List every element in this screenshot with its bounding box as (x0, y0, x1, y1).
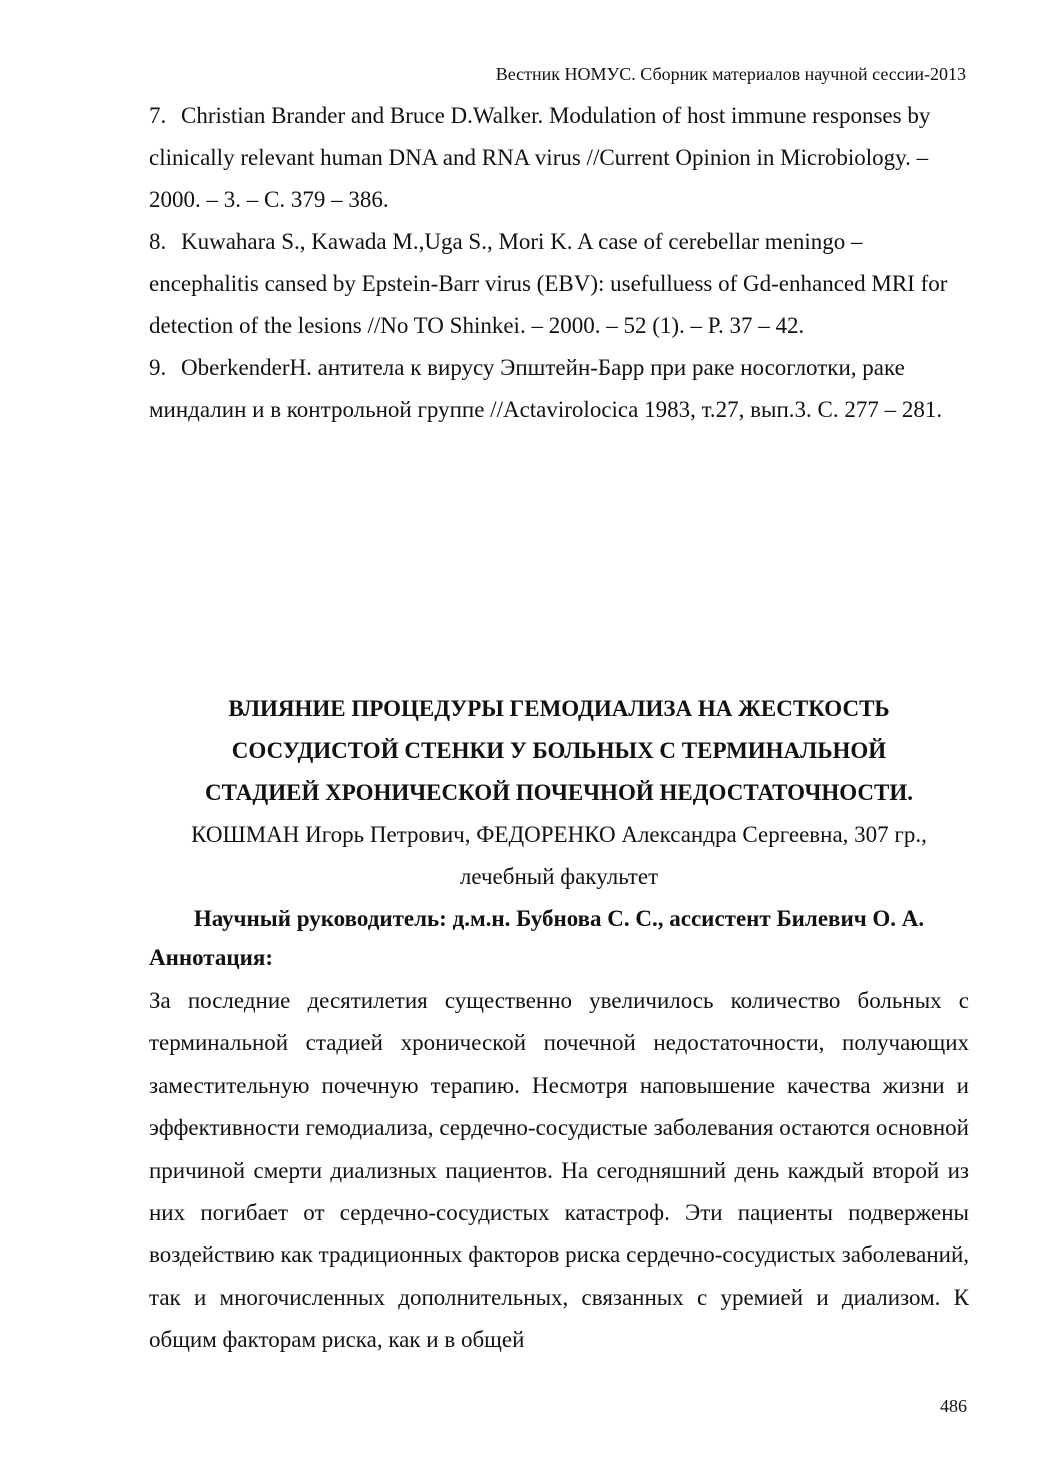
annotation-text: За последние десятилетия существенно увеличилось количество больных с терминальной стадией хронической почечной недостаточности, получающих заместительную почечную терапию. Несмотря наповышение качества жизни и эффективности гемодиализа, сердечно-сосудистые заболевания остаются основной причиной смерти диализных пациентов. На сегодняшний день каждый второй из них погибает от сердечно-сосудистых катастроф. Эти пациенты подвержены воздействию как традиционных факторов риска сердечно-сосудистых заболеваний, так и многочисленных дополнительных, связанных с уремией и диализом. К общим факторам риска, как и в общей (149, 988, 969, 1353)
article-title-line: ВЛИЯНИЕ ПРОЦЕДУРЫ ГЕМОДИАЛИЗА НА ЖЕСТКОСТЬ (228, 696, 890, 721)
annotation-heading: Аннотация: (149, 945, 273, 970)
article-title-line: СОСУДИСТОЙ СТЕНКИ У БОЛЬНЫХ С ТЕРМИНАЛЬНОЙ (231, 738, 887, 763)
reference-number: 8. (149, 229, 167, 254)
reference-item (149, 95, 969, 221)
reference-item (149, 221, 969, 347)
reference-item (149, 347, 969, 431)
article-authors: КОШМАН Игорь Петрович, ФЕДОРЕНКО Александра Сергеевна, 307 гр., лечебный факультет (191, 822, 927, 889)
reference-text: Christian Brander and Bruce D.Walker. Modulation of host immune responses by clinically relevant human DNA and RNA virus //Current Opinion in Microbiology. – 2000. – 3. – C. 379 – 386. (149, 103, 931, 212)
page-number: 486 (940, 1396, 967, 1416)
article-header (149, 688, 969, 940)
reference-number: 7. (149, 103, 167, 128)
article-supervisor: Научный руководитель: д.м.н. Бубнова С. С., ассистент Билевич О. А. (193, 906, 925, 931)
reference-list (149, 95, 969, 431)
reference-text: OberkenderH. антитела к вирусу Эпштейн-Барр при раке носоглотки, раке миндалин и в контрольной группе //Actavirolocica 1983, т.27, вып.3. С. 277 – 281. (149, 355, 943, 422)
reference-number: 9. (149, 355, 167, 380)
reference-text: Kuwahara S., Kawada M.,Uga S., Mori K. A case of cerebellar meningo – encephalitis cansed by Epstein-Barr virus (EBV): usefulluess of Gd-enhanced MRI for detection of the lesions //No TO Shinkei. – 2000. – 52 (1). – P. 37 – 42. (149, 229, 948, 338)
article-title-line: СТАДИЕЙ ХРОНИЧЕСКОЙ ПОЧЕЧНОЙ НЕДОСТАТОЧНОСТИ. (204, 780, 913, 805)
running-header: Вестник НОМУС. Сборник материалов научной сессии-2013 (495, 64, 966, 84)
